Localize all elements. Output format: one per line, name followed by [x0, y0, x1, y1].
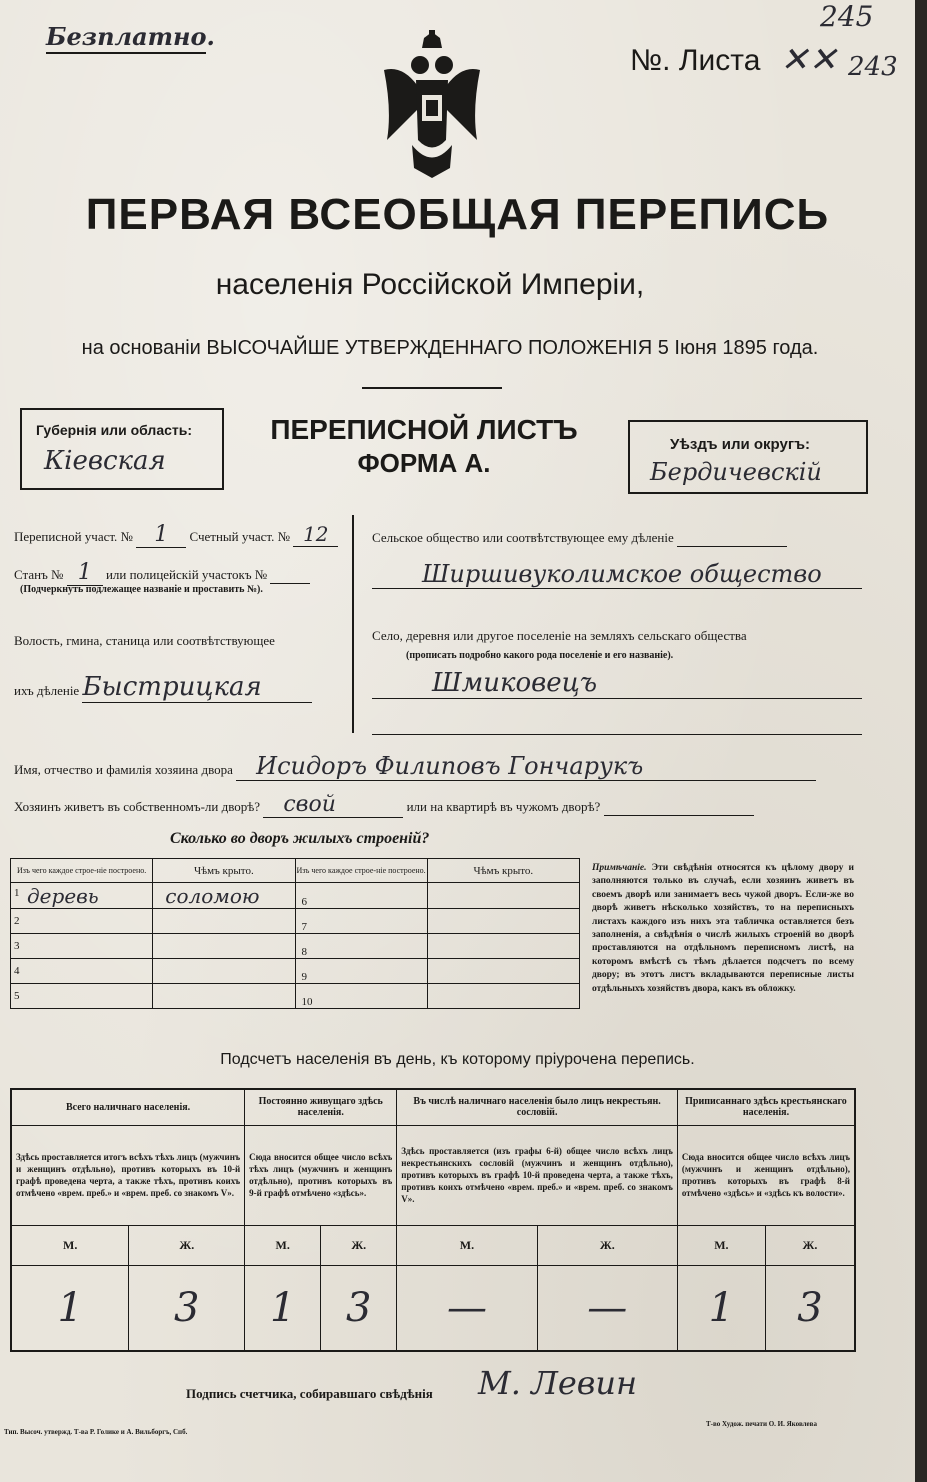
peasant-f-value: 3 [765, 1265, 855, 1351]
owner-value: Исидоръ Филиповъ Гончарукъ [236, 752, 816, 781]
col-desc-peasant: Сюда вносится общее число всѣхъ лицъ (мужчинъ и женщинъ отдѣльно), противъ которыхъ въ графѣ 8-й отмѣчено «здѣсь» и «здѣсь къ волости». [677, 1125, 855, 1225]
row-number: 3 [11, 934, 153, 959]
selo-value: Шмиковецъ [372, 668, 862, 699]
row-number: 10 [295, 984, 427, 1009]
schetny-uchast-value: 12 [293, 522, 338, 547]
col-head-non-peasant: Въ числѣ наличнаго населенія было лицъ некрестьян. сословій. [397, 1089, 678, 1125]
stan-note: (Подчеркнуть подлежащее названіе и проставить №). [20, 584, 263, 595]
selskoe-label: Сельское общество или соотвѣтствующее ему дѣленіе [372, 530, 674, 545]
buildings-header-row [11, 859, 580, 883]
row-number: 5 [11, 984, 153, 1009]
perepisnoi-uchast-line [14, 522, 338, 548]
total-f-value: 3 [129, 1265, 245, 1351]
perepisnoi-uchast-value: 1 [136, 522, 186, 548]
imperial-eagle-emblem [372, 30, 492, 180]
lives-value: свой [263, 792, 403, 818]
f-label: Ж. [129, 1225, 245, 1265]
uezd-label: Уѣздъ или округъ: [670, 436, 811, 453]
subtitle: населенія Россійской Имперіи, [215, 268, 645, 301]
m-label: М. [397, 1225, 537, 1265]
row-number: 1 [14, 887, 20, 899]
row-number: 7 [295, 909, 427, 934]
row-number: 2 [11, 909, 153, 934]
population-sex-row [11, 1225, 855, 1265]
lives-blank [604, 799, 754, 816]
footer-left: Тип. Высоч. утвержд. Т-ва Р. Голике и А. Вильборгъ, Спб. [4, 1428, 188, 1436]
footer-right: Т-во Худож. печати О. И. Яковлева [706, 1420, 817, 1428]
buildings-row [11, 984, 580, 1009]
owner-label: Имя, отчество и фамилія хозяина двора [14, 762, 233, 777]
row-number: 4 [11, 959, 153, 984]
volost-value: Быстрицкая [82, 672, 312, 703]
lives-rest: или на квартирѣ въ чужомъ дворѣ? [406, 799, 601, 814]
gubernia-box [20, 408, 224, 490]
col-desc-non-peasant: Здѣсь проставляется (изъ графы 6-й) общее число всѣхъ лицъ некрестьянскихъ сословій (мужчинъ и женщинъ отдѣльно), противъ которыхъ въ графѣ 10-й проведена черта, а также тѣхъ, противъ коихъ отмѣчено «врем. преб.» и «врем. преб. со знакомъ V». [397, 1125, 678, 1225]
selo-extra-line [372, 720, 862, 735]
vertical-separator [352, 515, 354, 733]
roof-value: соломою [153, 883, 295, 909]
population-desc-row [11, 1125, 855, 1225]
owner-line [14, 752, 864, 781]
buildings-question: Сколько во дворъ жилыхъ строеній? [170, 830, 430, 847]
count-title: Подсчетъ населенія въ день, къ которому пріурочена перепись. [220, 1051, 695, 1068]
basis-line: на основаніи ВЫСОЧАЙШЕ УТВЕРЖДЕННАГО ПОЛОЖЕНІЯ 5 Іюня 1895 года. [81, 337, 819, 359]
free-stamp: Безплатно. [46, 22, 215, 51]
buildings-row [11, 934, 580, 959]
material-value: деревь [27, 883, 99, 908]
ornament-divider [362, 387, 502, 389]
f-label: Ж. [537, 1225, 677, 1265]
m-label: М. [677, 1225, 765, 1265]
selo-label: Село, деревня или другое поселеніе на земляхъ сельскаго общества [372, 628, 747, 643]
f-label: Ж. [321, 1225, 397, 1265]
main-title: ПЕРВАЯ ВСЕОБЩАЯ ПЕРЕПИСЬ [85, 190, 830, 239]
col-material-left: Изъ чего каждое строе-ніе построено. [11, 859, 153, 883]
non-peasant-m-value: — [397, 1265, 537, 1351]
stan-label: Станъ № [14, 567, 64, 582]
volost-line-2 [14, 672, 312, 703]
col-roof-left: Чѣмъ крыто. [153, 859, 295, 883]
uezd-box [628, 420, 868, 494]
selskoe-blank [677, 530, 787, 547]
buildings-row [11, 959, 580, 984]
buildings-row [11, 883, 580, 909]
selskoe-line [372, 530, 852, 547]
lives-line [14, 792, 864, 818]
col-desc-permanent: Сюда вносится общее число всѣхъ тѣхъ лицъ (мужчинъ и женщинъ отдѣльно), противъ которыхъ въ 9-й графѣ отмѣчено «здѣсь». [245, 1125, 397, 1225]
sheet-number-hand: ✕✕ [780, 40, 837, 80]
note-title: Примѣчаніе. [592, 863, 647, 873]
permanent-m-value: 1 [245, 1265, 321, 1351]
population-table [10, 1088, 856, 1352]
row-number: 8 [295, 934, 427, 959]
gubernia-label: Губернія или область: [36, 422, 193, 438]
row-number: 9 [295, 959, 427, 984]
stan-line [14, 560, 310, 586]
buildings-row [11, 909, 580, 934]
perepisnoi-uchast-label: Переписной участ. № [14, 529, 133, 544]
col-roof-right: Чѣмъ крыто. [427, 859, 579, 883]
volost-label-2: ихъ дѣленіе [14, 683, 80, 698]
f-label: Ж. [765, 1225, 855, 1265]
form-sub: ФОРМА А. [357, 448, 491, 478]
m-label: М. [11, 1225, 129, 1265]
population-head-row [11, 1089, 855, 1125]
gubernia-value: Кіевская [44, 446, 166, 476]
lives-label: Хозяинъ живетъ въ собственномъ-ли дворѣ? [14, 799, 261, 814]
stan-blank [270, 567, 310, 584]
peasant-m-value: 1 [677, 1265, 765, 1351]
signature-label: Подпись счетчика, собиравшаго свѣдѣнія [186, 1386, 433, 1401]
sheet-number-second: 243 [848, 52, 898, 82]
buildings-table [10, 858, 580, 1009]
buildings-note [592, 862, 854, 996]
stan-rest: или полицейскій участокъ № [105, 567, 268, 582]
volost-label-1: Волость, гмина, станица или соотвѣтствующее [14, 633, 275, 648]
stan-value: 1 [67, 560, 103, 586]
free-underline [46, 52, 206, 54]
col-head-peasant: Приписаннаго здѣсь крестьянскаго населенія. [677, 1089, 855, 1125]
row-number: 6 [295, 883, 427, 909]
total-m-value: 1 [11, 1265, 129, 1351]
selo-note: (прописать подробно какого рода поселеніе и его названіе). [406, 650, 674, 661]
m-label: М. [245, 1225, 321, 1265]
sheet-number-top: 245 [820, 0, 874, 33]
note-text: Эти свѣдѣнія относятся къ цѣлому двору и заполняются только въ случаѣ, если хозяинъ живетъ въ своемъ дворѣ или занимаетъ весь чужой дворъ. Если-же во дворѣ живетъ нѣсколько хозяйствъ, то на переписныхъ листахъ каждого изъ нихъ эта табличка оставляется безъ заполненія, а свѣдѣнія о числѣ жилыхъ строеній во дворѣ проставляются на отдѣльномъ переписномъ листѣ, на которомъ вмѣстѣ съ тѣмъ дѣлается подсчетъ по всему двору; въ этотъ листъ вкладываются переписные листы отдѣльныхъ хозяйствъ двора, какъ въ обложку. [592, 863, 854, 994]
schetny-uchast-label: Счетный участ. № [189, 529, 291, 544]
form-title-block [228, 408, 620, 486]
form-title: ПЕРЕПИСНОЙ ЛИСТЪ [270, 414, 578, 445]
sheet-number-label: №. Листа [630, 44, 761, 77]
selskoe-value: Ширшивуколимское общество [372, 560, 862, 589]
signature-value: М. Левин [478, 1364, 638, 1402]
uezd-value: Бердичевскій [650, 458, 822, 486]
col-desc-total: Здѣсь проставляется итогъ всѣхъ тѣхъ лицъ (мужчинъ и женщинъ отдѣльно), противъ которыхъ въ 10-й графѣ проведена черта, а также тѣхъ, противъ коихъ отмѣчено «врем. преб.» и «врем. преб. со знакомъ V». [11, 1125, 245, 1225]
col-material-right: Изъ чего каждое строе-ніе построено. [295, 859, 427, 883]
non-peasant-f-value: — [537, 1265, 677, 1351]
population-values-row [11, 1265, 855, 1351]
permanent-f-value: 3 [321, 1265, 397, 1351]
col-head-total: Всего наличнаго населенія. [11, 1089, 245, 1125]
col-head-permanent: Постоянно живущаго здѣсь населенія. [245, 1089, 397, 1125]
